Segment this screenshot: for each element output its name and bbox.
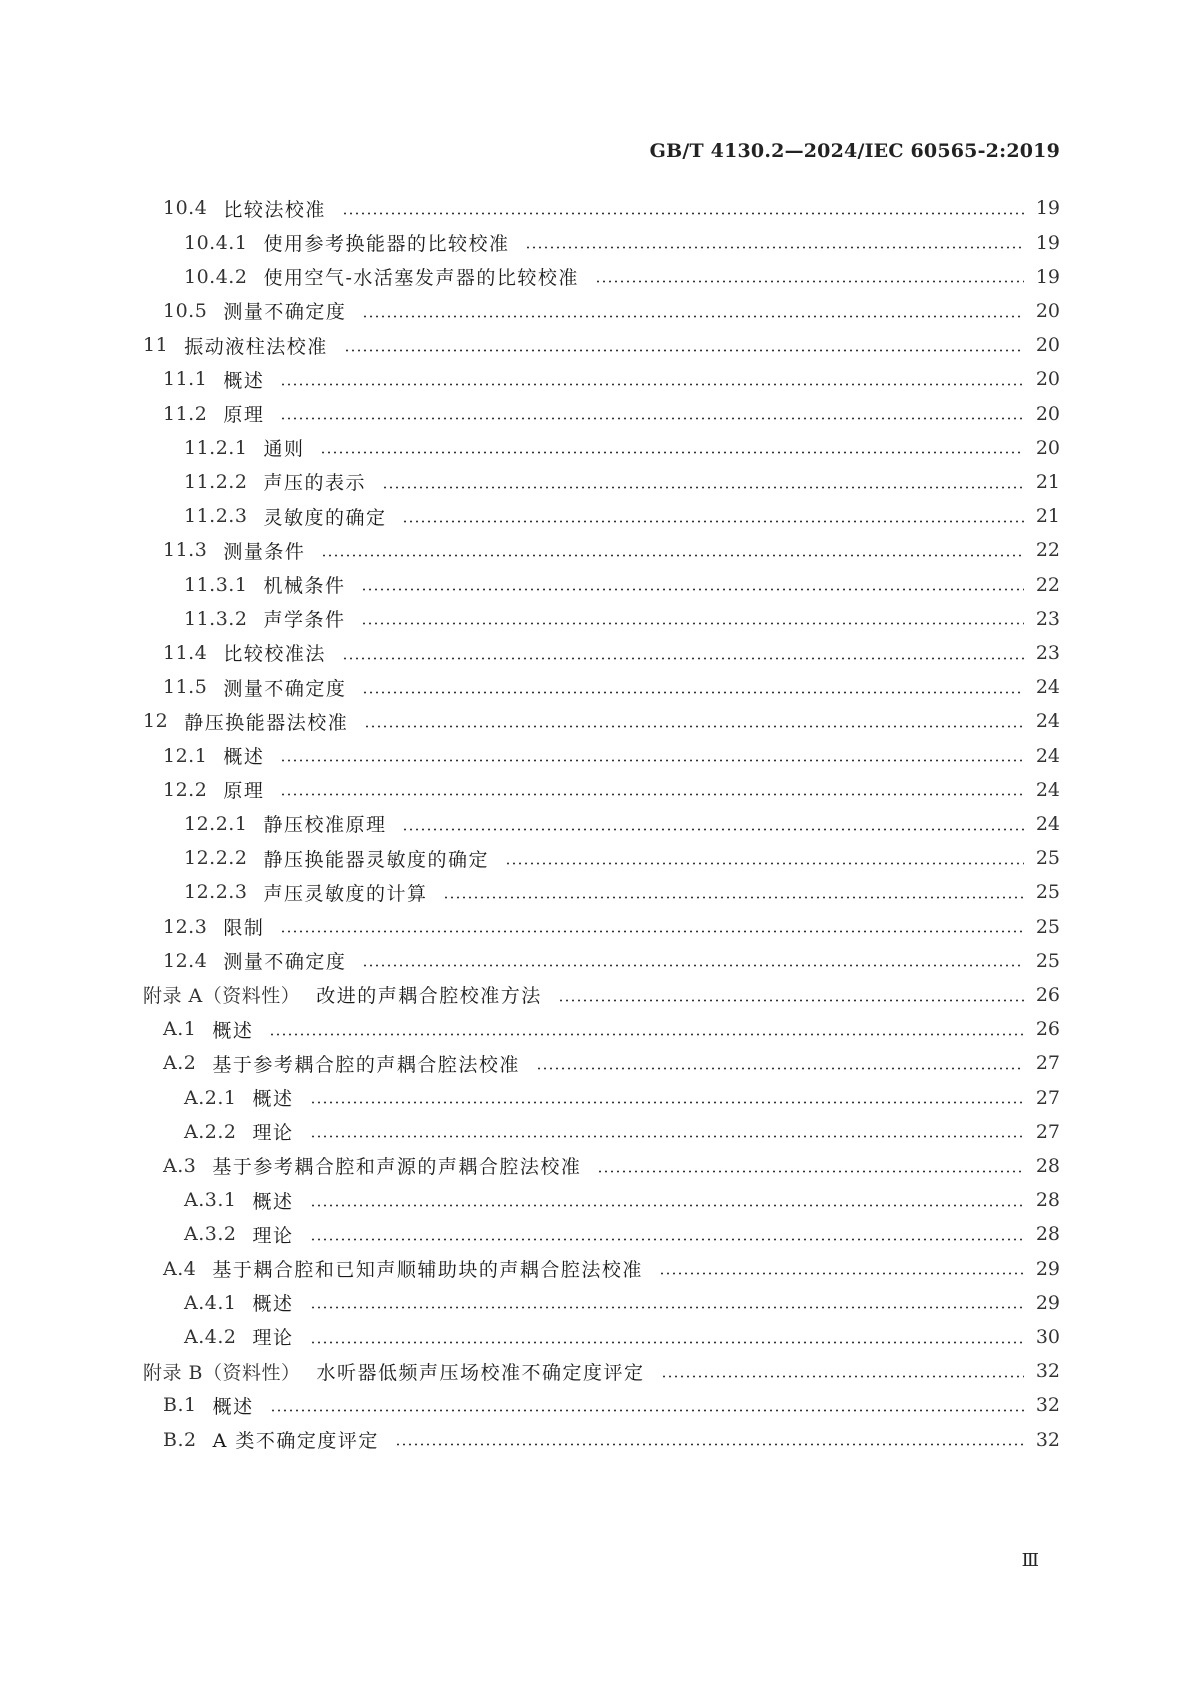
toc-entry-number: 12.3: [163, 915, 208, 938]
toc-entry-number: 附录 B（资料性）: [143, 1361, 301, 1384]
toc-entry-title: 理论: [252, 1122, 294, 1145]
toc-entry-number: A.4.2: [184, 1325, 237, 1348]
toc-dot-leader: [661, 1353, 1024, 1390]
toc-entry-title: 静压校准原理: [263, 814, 387, 837]
toc-entry[interactable]: [0, 1319, 1060, 1356]
toc-entry-number: 10.4.1: [184, 231, 248, 254]
toc-entry-title: 振动液柱法校准: [184, 335, 328, 358]
toc-dot-leader: [595, 258, 1024, 295]
toc-entry-title: 机械条件: [263, 575, 346, 598]
toc-entry-page: 26: [1035, 1018, 1060, 1041]
toc-entry-number: B.2: [163, 1428, 197, 1451]
toc-entry-title: 声压的表示: [263, 472, 366, 495]
toc-dot-leader: [310, 1319, 1025, 1356]
toc-entry-title: 概述: [252, 1190, 294, 1213]
toc-entry[interactable]: [0, 395, 1060, 432]
toc-entry-title: 通则: [263, 438, 305, 461]
toc-entry[interactable]: [0, 258, 1060, 295]
toc-entry[interactable]: [0, 1011, 1060, 1048]
toc-entry[interactable]: [0, 190, 1060, 227]
toc-dot-leader: [321, 532, 1024, 569]
toc-entry-page: 32: [1035, 1360, 1060, 1383]
toc-dot-leader: [536, 1045, 1024, 1082]
toc-entry-page: 19: [1035, 231, 1060, 254]
toc-dot-leader: [558, 977, 1024, 1014]
toc-dot-leader: [395, 1421, 1024, 1458]
toc-entry-number: 11.3.2: [184, 607, 248, 630]
toc-entry[interactable]: [0, 1113, 1060, 1150]
toc-entry[interactable]: [0, 771, 1060, 808]
toc-entry-title: 比较法校准: [223, 198, 326, 221]
toc-entry[interactable]: [0, 293, 1060, 330]
toc-entry-number: 11.2.3: [184, 505, 248, 528]
toc-dot-leader: [402, 498, 1024, 535]
toc-dot-leader: [320, 429, 1024, 466]
toc-entry-title: 水听器低频声压场校准不确定度评定: [316, 1361, 645, 1384]
toc-entry[interactable]: [0, 429, 1060, 466]
toc-entry-page: 25: [1035, 847, 1060, 870]
toc-entry-page: 22: [1035, 539, 1060, 562]
toc-dot-leader: [280, 737, 1024, 774]
toc-entry-number: A.1: [163, 1018, 197, 1041]
toc-entry-page: 25: [1035, 915, 1060, 938]
toc-dot-leader: [364, 703, 1024, 740]
toc-dot-leader: [505, 840, 1024, 877]
toc-entry-page: 23: [1035, 641, 1060, 664]
toc-entry-page: 28: [1035, 1223, 1060, 1246]
toc-entry[interactable]: [0, 1079, 1060, 1116]
toc-entry-page: 19: [1035, 265, 1060, 288]
toc-entry-title: 限制: [223, 917, 265, 940]
toc-entry-title: 测量不确定度: [223, 951, 347, 974]
toc-entry-title: 测量不确定度: [223, 677, 347, 700]
toc-entry[interactable]: [0, 464, 1060, 501]
toc-entry-number: 10.5: [163, 299, 208, 322]
toc-dot-leader: [402, 806, 1024, 843]
toc-dot-leader: [310, 1284, 1025, 1321]
toc-entry-title: 概述: [212, 1395, 254, 1418]
toc-entry-page: 32: [1035, 1394, 1060, 1417]
page-number: Ⅲ: [1021, 1550, 1039, 1571]
toc-entry[interactable]: [0, 669, 1060, 706]
toc-entry[interactable]: [0, 498, 1060, 535]
toc-dot-leader: [525, 224, 1024, 261]
toc-entry-title: 概述: [252, 1088, 294, 1111]
toc-dot-leader: [342, 635, 1024, 672]
toc-entry[interactable]: [0, 224, 1060, 261]
toc-entry-number: 12.2.2: [184, 847, 248, 870]
toc-entry-title: 静压换能器法校准: [184, 711, 349, 734]
toc-entry-page: 24: [1035, 710, 1060, 733]
toc-entry[interactable]: [0, 1182, 1060, 1219]
toc-dot-leader: [362, 942, 1024, 979]
toc-entry-page: 27: [1035, 1086, 1060, 1109]
toc-entry[interactable]: [0, 566, 1060, 603]
toc-entry-number: A.2.2: [184, 1120, 237, 1143]
toc-entry-number: 11.2: [163, 402, 208, 425]
toc-entry-page: 20: [1035, 368, 1060, 391]
toc-entry[interactable]: [0, 600, 1060, 637]
toc-entry-number: 附录 A（资料性）: [143, 985, 301, 1008]
toc-entry-title: 理论: [252, 1327, 294, 1350]
toc-dot-leader: [597, 1148, 1024, 1185]
toc-entry-page: 29: [1035, 1291, 1060, 1314]
toc-entry-number: 12: [143, 710, 169, 733]
toc-entry-page: 25: [1035, 881, 1060, 904]
toc-dot-leader: [269, 1011, 1024, 1048]
toc-entry-title: 理论: [252, 1224, 294, 1247]
toc-entry-number: 12.4: [163, 949, 208, 972]
toc-entry-page: 22: [1035, 573, 1060, 596]
toc-entry-number: 12.2.1: [184, 812, 248, 835]
toc-entry[interactable]: [0, 635, 1060, 672]
toc-entry-page: 21: [1035, 505, 1060, 528]
toc-entry-title: A 类不确定度评定: [212, 1430, 379, 1453]
toc-entry-number: A.4: [163, 1257, 197, 1280]
toc-entry[interactable]: [0, 806, 1060, 843]
toc-entry-page: 24: [1035, 744, 1060, 767]
standard-code-header: GB/T 4130.2—2024/IEC 60565-2:2019: [649, 140, 1060, 162]
toc-dot-leader: [659, 1250, 1024, 1287]
toc-entry-number: 12.2.3: [184, 881, 248, 904]
toc-dot-leader: [361, 600, 1024, 637]
toc-entry-title: 概述: [212, 1019, 254, 1042]
toc-dot-leader: [344, 327, 1024, 364]
toc-entry-page: 28: [1035, 1189, 1060, 1212]
toc-entry-title: 测量条件: [223, 540, 306, 563]
toc-entry-number: A.3.2: [184, 1223, 237, 1246]
toc-entry-title: 概述: [252, 1293, 294, 1316]
toc-entry-page: 20: [1035, 402, 1060, 425]
toc-dot-leader: [342, 190, 1024, 227]
toc-entry-page: 21: [1035, 470, 1060, 493]
toc-dot-leader: [280, 395, 1024, 432]
toc-entry-title: 声学条件: [263, 609, 346, 632]
toc-entry[interactable]: [0, 327, 1060, 364]
toc-entry-number: 10.4: [163, 197, 208, 220]
toc-entry-title: 比较校准法: [223, 643, 326, 666]
toc-entry[interactable]: [0, 1353, 1060, 1390]
toc-entry-title: 概述: [223, 369, 265, 392]
toc-dot-leader: [280, 908, 1024, 945]
toc-entry[interactable]: [0, 1148, 1060, 1185]
toc-entry[interactable]: [0, 908, 1060, 945]
toc-entry-title: 静压换能器灵敏度的确定: [263, 848, 489, 871]
toc-entry-number: B.1: [163, 1394, 197, 1417]
toc-entry[interactable]: [0, 737, 1060, 774]
toc-entry[interactable]: [0, 1387, 1060, 1424]
toc-dot-leader: [310, 1216, 1025, 1253]
toc-dot-leader: [310, 1079, 1025, 1116]
toc-entry-number: 12.1: [163, 744, 208, 767]
toc-entry-number: 11.4: [163, 641, 208, 664]
toc-entry-title: 基于参考耦合腔和声源的声耦合腔法校准: [212, 1156, 582, 1179]
toc-dot-leader: [270, 1387, 1024, 1424]
toc-dot-leader: [362, 293, 1024, 330]
toc-entry-page: 24: [1035, 812, 1060, 835]
toc-entry-title: 声压灵敏度的计算: [263, 882, 428, 905]
toc-entry-number: 11.3.1: [184, 573, 248, 596]
toc-entry-page: 28: [1035, 1154, 1060, 1177]
toc-entry[interactable]: [0, 840, 1060, 877]
toc-entry-title: 原理: [223, 780, 265, 803]
toc-entry-title: 灵敏度的确定: [263, 506, 387, 529]
toc-entry[interactable]: [0, 1421, 1060, 1458]
toc-entry[interactable]: [0, 977, 1060, 1014]
toc-entry[interactable]: [0, 942, 1060, 979]
toc-entry-number: 11.2.1: [184, 436, 248, 459]
toc-entry-page: 20: [1035, 436, 1060, 459]
toc-entry[interactable]: [0, 1284, 1060, 1321]
toc-entry-page: 30: [1035, 1325, 1060, 1348]
toc-entry-title: 使用空气-水活塞发声器的比较校准: [263, 267, 579, 290]
toc-entry-page: 19: [1035, 197, 1060, 220]
toc-entry-title: 基于耦合腔和已知声顺辅助块的声耦合腔法校准: [212, 1259, 643, 1282]
toc-entry-title: 基于参考耦合腔的声耦合腔法校准: [212, 1053, 520, 1076]
toc-entry-title: 使用参考换能器的比较校准: [263, 233, 510, 256]
toc-entry-page: 26: [1035, 983, 1060, 1006]
toc-entry-number: A.2: [163, 1052, 197, 1075]
toc-entry-number: 11.3: [163, 539, 208, 562]
toc-entry-page: 20: [1035, 299, 1060, 322]
toc-entry[interactable]: [0, 1250, 1060, 1287]
toc-entry[interactable]: [0, 532, 1060, 569]
toc-entry-title: 概述: [223, 746, 265, 769]
toc-entry-page: 20: [1035, 334, 1060, 357]
toc-entry-number: 11.2.2: [184, 470, 248, 493]
toc-dot-leader: [310, 1113, 1025, 1150]
toc-entry-number: 10.4.2: [184, 265, 248, 288]
toc-entry-number: A.2.1: [184, 1086, 237, 1109]
toc-entry[interactable]: [0, 874, 1060, 911]
toc-entry-number: 11: [143, 334, 169, 357]
toc-entry-title: 原理: [223, 404, 265, 427]
toc-entry-number: 12.2: [163, 778, 208, 801]
toc-entry[interactable]: [0, 1216, 1060, 1253]
toc-dot-leader: [362, 669, 1024, 706]
toc-entry-page: 24: [1035, 676, 1060, 699]
toc-entry-number: 11.5: [163, 676, 208, 699]
toc-dot-leader: [361, 566, 1024, 603]
toc-entry[interactable]: [0, 703, 1060, 740]
toc-entry[interactable]: [0, 361, 1060, 398]
toc-entry-page: 25: [1035, 949, 1060, 972]
toc-dot-leader: [382, 464, 1024, 501]
toc-entry-page: 32: [1035, 1428, 1060, 1451]
toc-entry-page: 27: [1035, 1052, 1060, 1075]
toc-dot-leader: [280, 771, 1024, 808]
toc-entry-page: 27: [1035, 1120, 1060, 1143]
toc-entry-number: A.4.1: [184, 1291, 237, 1314]
toc-entry-title: 改进的声耦合腔校准方法: [316, 985, 542, 1008]
toc-entry-number: A.3.1: [184, 1189, 237, 1212]
toc-entry-title: 测量不确定度: [223, 301, 347, 324]
toc-dot-leader: [443, 874, 1024, 911]
toc-dot-leader: [280, 361, 1024, 398]
toc-entry-number: A.3: [163, 1154, 197, 1177]
toc-dot-leader: [310, 1182, 1025, 1219]
toc-entry-page: 24: [1035, 778, 1060, 801]
toc-entry-number: 11.1: [163, 368, 208, 391]
toc-entry[interactable]: [0, 1045, 1060, 1082]
toc-entry-page: 29: [1035, 1257, 1060, 1280]
toc-entry-page: 23: [1035, 607, 1060, 630]
